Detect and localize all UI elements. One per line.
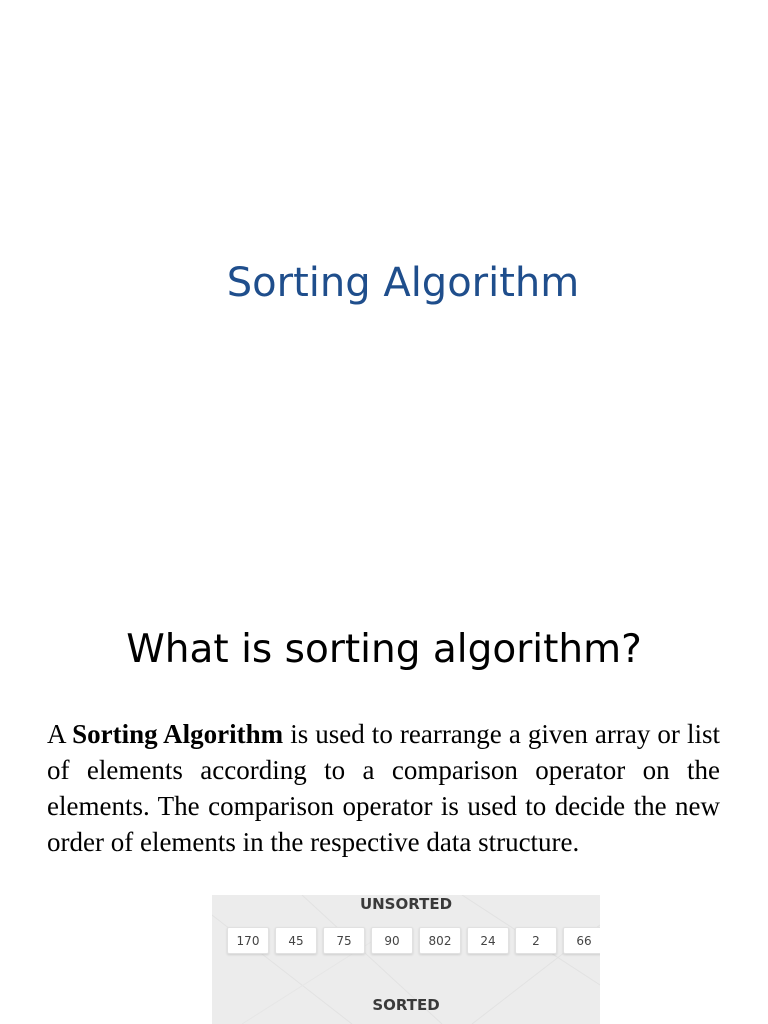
- definition-paragraph: [47, 716, 720, 860]
- unsorted-label: UNSORTED: [359, 895, 453, 913]
- array-cell: 90: [371, 927, 413, 954]
- unsorted-array: [227, 927, 600, 953]
- section-heading: What is sorting algorithm?: [126, 627, 642, 672]
- array-cell: 45: [275, 927, 317, 954]
- array-cell: 75: [323, 927, 365, 954]
- array-cell: 802: [419, 927, 461, 954]
- paragraph-lead: A: [47, 719, 73, 749]
- array-cell: 170: [227, 927, 269, 954]
- paragraph-body: is used to rearrange a given array or list of elements according to a comparison operator on the elements. The comparison operator is used to decide the new order of elements in the respective data structure.: [47, 719, 720, 857]
- sorted-label: SORTED: [372, 996, 440, 1014]
- array-cell: 2: [515, 927, 557, 954]
- array-cell: 24: [467, 927, 509, 954]
- paragraph-term: Sorting Algorithm: [72, 719, 284, 749]
- array-cell: 66: [563, 927, 600, 954]
- sorting-illustration: [212, 895, 600, 1024]
- slide-title: Sorting Algorithm: [226, 260, 580, 306]
